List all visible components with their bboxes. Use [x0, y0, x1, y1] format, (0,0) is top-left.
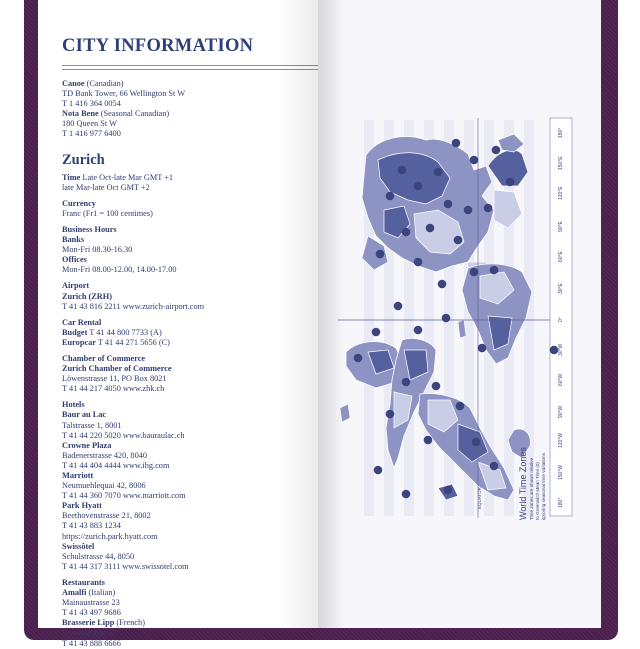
bold-label: Park Hyatt: [62, 501, 102, 511]
zurich-line: [62, 562, 302, 572]
detail-text: Mainaustrasse 23: [62, 598, 120, 608]
detail-text: Uraniastrasse 9: [62, 628, 113, 638]
detail-text: (French): [114, 618, 145, 628]
scale-label: 30°W: [558, 343, 564, 356]
detail-text: T 41 44 217 4050 www.zhk.ch: [62, 384, 165, 394]
equator-label: EQUATOR: [477, 487, 482, 509]
zone-marker: [372, 328, 381, 337]
zurich-line: [62, 183, 302, 193]
scale-label: 90°W: [558, 405, 564, 418]
bold-label: Budget: [62, 327, 88, 337]
zone-marker: [442, 314, 451, 323]
zone-marker: [376, 250, 385, 259]
bold-label: Canoe: [62, 79, 85, 88]
zone-marker: [402, 378, 411, 387]
zurich-line: [62, 521, 302, 531]
zurich-line: [62, 302, 302, 312]
zone-marker: [398, 166, 407, 175]
map-note-line: to Greenwich Mean Time (0): [535, 462, 540, 520]
canada-line: [62, 79, 302, 89]
zone-marker: [470, 268, 479, 277]
zurich-line: [62, 225, 302, 235]
region-europe: [494, 190, 522, 228]
bold-label: Baur au Lac: [62, 410, 107, 420]
zone-marker: [464, 206, 473, 215]
map-note-line: ignoring seasonal time variations: [541, 453, 546, 520]
map-title: World Time Zones: [518, 447, 528, 520]
zone-marker: [506, 178, 515, 187]
zurich-line: [62, 431, 302, 441]
bold-label: Europcar: [62, 337, 96, 347]
zurich-line: [62, 374, 302, 384]
scale-label: 180°: [558, 127, 564, 138]
bold-label: Car Rental: [62, 317, 102, 327]
canada-line: [62, 89, 302, 99]
scale-label: 150°E: [558, 156, 564, 170]
detail-text: Badenerstrasse 420, 8040: [62, 450, 148, 460]
detail-text: (Seasonal Canadian): [98, 109, 170, 119]
detail-text: T 41 43 888 6666: [62, 638, 121, 648]
detail-text: Schulstrasse 44, 8050: [62, 551, 135, 561]
zurich-line: [62, 618, 302, 628]
title-rule-bottom: [62, 69, 358, 70]
detail-text: T 1 416 364 0054: [62, 99, 121, 109]
zurich-line: [62, 354, 302, 364]
detail-text: Löwenstrasse 11, PO Box 8021: [62, 374, 167, 384]
zurich-line: [62, 364, 302, 374]
bold-label: Currency: [62, 198, 96, 208]
zurich-line: [62, 532, 302, 542]
zurich-line: [62, 400, 302, 410]
zone-marker: [550, 346, 559, 355]
scale-label: 180°: [558, 497, 564, 508]
zone-marker: [424, 436, 433, 445]
canada-line: [62, 109, 302, 119]
region-new-zealand: [340, 404, 350, 422]
detail-text: (Canadian): [84, 79, 124, 88]
detail-text: T 41 43 816 2211 www.zurich-airport.com: [62, 301, 205, 311]
zone-marker: [478, 344, 487, 353]
zurich-line: [62, 461, 302, 471]
detail-text: Franc (Fr1 = 100 centimes): [62, 208, 153, 218]
detail-text: T 41 44 220 5020 www.bauraulac.ch: [62, 430, 185, 440]
zone-marker: [386, 192, 395, 201]
detail-text: T 41 44 317 3111 www.swissotel.com: [62, 561, 189, 571]
scale-label: 60°W: [558, 373, 564, 386]
zone-marker: [386, 410, 395, 419]
zone-marker: [426, 224, 435, 233]
zone-marker: [492, 146, 501, 155]
city-info-text: [62, 79, 302, 649]
scale-label: 150°W: [558, 464, 564, 480]
bold-label: Restaurants: [62, 577, 105, 587]
bold-label: Airport: [62, 281, 90, 291]
zurich-line: [62, 542, 302, 552]
bold-label: Swissôtel: [62, 541, 95, 551]
bold-label: Crowne Plaza: [62, 440, 112, 450]
zurich-line: [62, 578, 302, 588]
zurich-line: [62, 384, 302, 394]
zone-marker: [394, 302, 403, 311]
zurich-line: [62, 608, 302, 618]
zurich-line: [62, 410, 302, 420]
zone-marker: [444, 200, 453, 209]
zone-marker: [374, 466, 383, 475]
title-rule-top: [62, 65, 358, 66]
zone-marker: [434, 168, 443, 177]
scale-label: 60°E: [558, 251, 564, 262]
scale-label: 120°W: [558, 432, 564, 448]
zurich-line: [62, 501, 302, 511]
right-page: [318, 0, 601, 628]
bold-label: Chamber of Commerce: [62, 353, 146, 363]
bold-label: Zurich Chamber of Commerce: [62, 364, 172, 374]
scale-label: 120°E: [558, 186, 564, 200]
detail-text: Late Oct-late Mar GMT +1: [80, 172, 174, 182]
detail-text: T 41 44 360 7070 www.marriott.com: [62, 491, 186, 501]
detail-text: Mon-Fri 08.30-16.30: [62, 245, 133, 255]
detail-text: TD Bank Tower, 66 Wellington St W: [62, 89, 186, 99]
detail-text: late Mar-late Oct GMT +2: [62, 182, 150, 192]
bold-label: Zurich (ZRH): [62, 291, 113, 301]
zurich-line: [62, 481, 302, 491]
zurich-line: [62, 639, 302, 649]
detail-text: (Italian): [86, 588, 116, 598]
zurich-line: [62, 281, 302, 291]
canada-line: [62, 119, 302, 129]
canada-line: [62, 99, 302, 109]
zone-marker: [452, 139, 461, 148]
zone-marker: [414, 326, 423, 335]
bold-label: Banks: [62, 235, 85, 245]
zurich-line: [62, 328, 302, 338]
canada-line: [62, 129, 302, 139]
time-scale-bar: [550, 118, 572, 516]
zone-marker: [402, 490, 411, 499]
detail-text: T 1 416 977 6400: [62, 129, 121, 139]
zurich-line: [62, 421, 302, 431]
detail-text: Talstrasse 1, 8001: [62, 420, 122, 430]
bold-label: Time: [62, 172, 81, 182]
zone-marker: [470, 156, 479, 165]
zone-marker: [414, 182, 423, 191]
zurich-line: [62, 245, 302, 255]
zone-marker: [402, 228, 411, 237]
bold-label: Hotels: [62, 400, 85, 410]
zurich-line: [62, 628, 302, 638]
page-title: CITY INFORMATION: [62, 36, 254, 56]
detail-text: T 41 44 271 5656 (C): [95, 337, 170, 347]
zurich-line: [62, 255, 302, 265]
zurich-line: [62, 588, 302, 598]
zone-marker: [472, 438, 481, 447]
zurich-line: [62, 318, 302, 328]
detail-text: T 41 44 800 7733 (A): [87, 327, 162, 337]
bold-label: Marriott: [62, 471, 94, 480]
zurich-line: [62, 338, 302, 348]
zurich-line: [62, 471, 302, 481]
zurich-line: [62, 598, 302, 608]
left-page: [38, 0, 318, 648]
zurich-line: [62, 265, 302, 275]
zurich-details: [62, 173, 302, 649]
zurich-line: [62, 511, 302, 521]
bold-label: Business Hours: [62, 224, 117, 234]
detail-text: Beethovenstrasse 21, 8002: [62, 511, 151, 521]
bold-label: Amalfi: [62, 588, 87, 598]
detail-text: Mon-Fri 08.00-12.00, 14.00-17.00: [62, 265, 177, 275]
zurich-line: [62, 292, 302, 302]
zurich-line: [62, 199, 302, 209]
zone-marker: [432, 382, 441, 391]
bold-label: Brasserie Lipp: [62, 618, 115, 628]
map-note-line: Time zones are shown relative: [529, 457, 534, 520]
world-time-zone-map: [318, 0, 601, 628]
map-note: [529, 452, 546, 520]
zone-marker: [438, 280, 447, 289]
zurich-line: [62, 451, 302, 461]
scale-label: 30°E: [558, 283, 564, 294]
detail-text: Neumuehlequai 42, 8006: [62, 481, 146, 491]
zone-marker: [490, 266, 499, 275]
scale-label: 90°E: [558, 221, 564, 232]
scale-label: 0°: [558, 317, 564, 322]
detail-text: T 41 43 497 9686: [62, 608, 121, 618]
zurich-line: [62, 173, 302, 183]
zurich-line: [62, 235, 302, 245]
zurich-line: [62, 491, 302, 501]
detail-text: T 41 44 404 4444 www.ihg.com: [62, 460, 170, 470]
zone-marker: [484, 204, 493, 213]
zone-marker: [454, 236, 463, 245]
zurich-line: [62, 441, 302, 451]
detail-text: https://zurich.park.hyatt.com: [62, 531, 158, 541]
detail-text: 180 Queen St W: [62, 119, 117, 129]
region-arctic-islands: [498, 134, 524, 152]
bold-label: Nota Bene: [62, 109, 99, 119]
city-heading: Zurich: [62, 151, 105, 168]
bold-label: Offices: [62, 255, 87, 265]
zurich-line: [62, 552, 302, 562]
detail-text: T 41 43 883 1234: [62, 521, 121, 531]
zurich-line: [62, 209, 302, 219]
zone-marker: [490, 462, 499, 471]
zone-marker: [456, 402, 465, 411]
canada-restaurants: [62, 79, 302, 140]
zone-marker: [414, 258, 423, 267]
zone-marker: [444, 486, 453, 495]
zone-marker: [354, 354, 363, 363]
